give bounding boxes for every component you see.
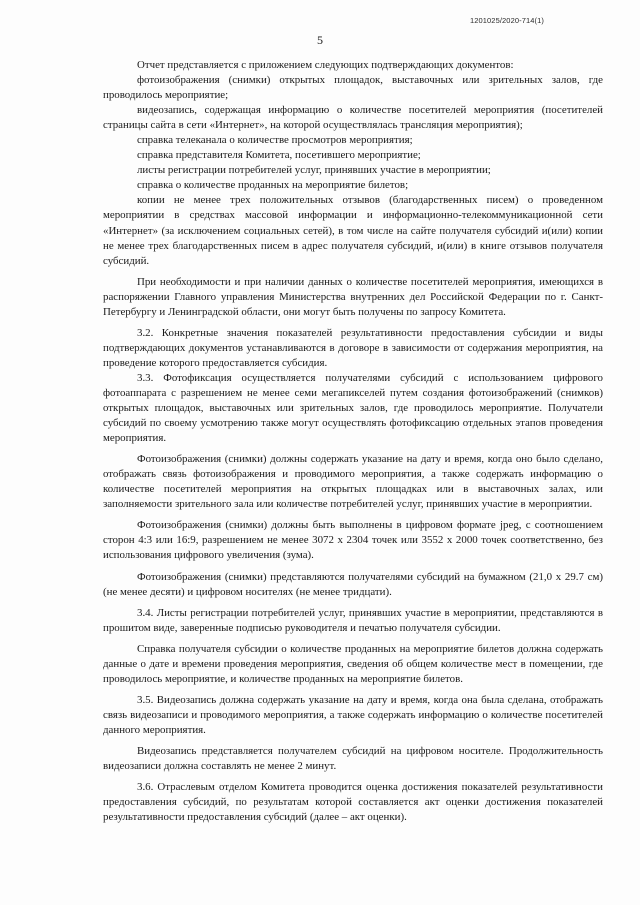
paragraph-3-4: 3.4. Листы регистрации потребителей услуг, принявших участие в мероприятии, представляются в прошитом виде, заверенные подписью руководителя и печатью получателя субсидии. (103, 606, 603, 634)
paragraph-photo-delivery: Фотоизображения (снимки) представляются получателями субсидий на бумажном (21,0 х 29.7 см) (не менее десяти) и цифровом носителях (не менее тридцати). (103, 570, 603, 598)
page-number: 5 (317, 33, 323, 47)
document-body (103, 58, 603, 825)
paragraph-3-6: 3.6. Отраслевым отделом Комитета проводится оценка достижения показателей результативности предоставления субсидий, по результатам которой составляется акт оценки достижения показателей результативности предоставления субсидий (далее – акт оценки). (103, 781, 603, 824)
paragraph-tickets-requirements: Справка получателя субсидии о количестве проданных на мероприятие билетов должна содержать данные о дате и времени проведения мероприятия, сведения об общем количестве мест в помещении, где проводилось мероприятие, и количестве проданных на мероприятие билетов. (103, 642, 603, 685)
paragraph-tv-reference: справка телеканала о количестве просмотров мероприятия; (137, 134, 413, 147)
paragraph-video: видеозапись, содержащая информацию о количестве посетителей мероприятия (посетителей страницы сайта в сети «Интернет», на которой осуществлялась трансляция мероприятия); (103, 104, 603, 132)
paragraph-report-attachments: Отчет представляется с приложением следующих подтверждающих документов: (137, 59, 514, 71)
document-id: 1201025/2020-714(1) (469, 16, 544, 25)
paragraph-3-3: 3.3. Фотофиксация осуществляется получателями субсидий с использованием цифрового фотоаппарата с разрешением не менее семи мегапикселей путем создания фотоизображений (снимков) открытых площадок, выставочных или зрительных залов, где проводилось мероприятие. Получатели субсидий по своему усмотрению также могут осуществлять фотофиксацию отдельных этапов проведения мероприятия. (103, 371, 603, 445)
paragraph-photo-format: Фотоизображения (снимки) должны быть выполнены в цифровом формате jpeg, с соотношением сторон 4:3 или 16:9, разрешением не менее 3072 х 2304 точек или 3552 х 2000 точек соответственно, без использования цифрового увеличения (зума). (103, 519, 603, 562)
paragraph-registration-sheets: листы регистрации потребителей услуг, принявших участие в мероприятии; (137, 164, 491, 177)
paragraph-video-delivery: Видеозапись представляется получателем субсидий на цифровом носителе. Продолжительность видеозаписи должна составлять не менее 2 минут. (103, 744, 603, 773)
paragraph-3-2: 3.2. Конкретные значения показателей результативности предоставления субсидии и виды подтверждающих документов устанавливаются в договоре в зависимости от содержания мероприятия, на проведение которого предоставляется субсидия. (103, 326, 603, 369)
paragraph-tickets-reference: справка о количестве проданных на мероприятие билетов; (137, 179, 409, 192)
paragraph-photo-requirements: Фотоизображения (снимки) должны содержать указание на дату и время, когда оно было сделано, отображать связь фотоизображения и проводимого мероприятия, а также содержать информацию о количестве посетителей мероприятия на открытых площадках или в выставочных залах, или заполняемости зрительного зала или количестве потребителей услуг, принявших участие в мероприятии. (103, 453, 603, 511)
paragraph-police-data: При необходимости и при наличии данных о количестве посетителей мероприятия, имеющихся в распоряжении Главного управления Министерства внутренних дел Российской Федерации по г. Санкт-Петербургу и Ленинградской области, они могут быть получены по запросу Комитета. (103, 275, 603, 318)
paragraph-committee-reference: справка представителя Комитета, посетившего мероприятие; (137, 149, 421, 162)
paragraph-reviews: копии не менее трех положительных отзывов (благодарственных писем) о проведенном мероприятии в средствах массовой информации и информационно-телекоммуникационной сети «Интернет» (за исключением социальных сетей), в том числе на сайте получателя субсидий и(или) копии не менее трех благодарственных писем в адрес получателя субсидий, и(или) в книге отзывов получателя субсидий. (103, 194, 603, 267)
paragraph-photos: фотоизображения (снимки) открытых площадок, выставочных или зрительных залов, где проводилось мероприятие; (103, 74, 603, 102)
paragraph-3-5: 3.5. Видеозапись должна содержать указание на дату и время, когда она была сделана, отображать связь видеозаписи и проводимого мероприятия, а также содержать информацию о количестве посетителей данного мероприятия. (103, 693, 603, 736)
